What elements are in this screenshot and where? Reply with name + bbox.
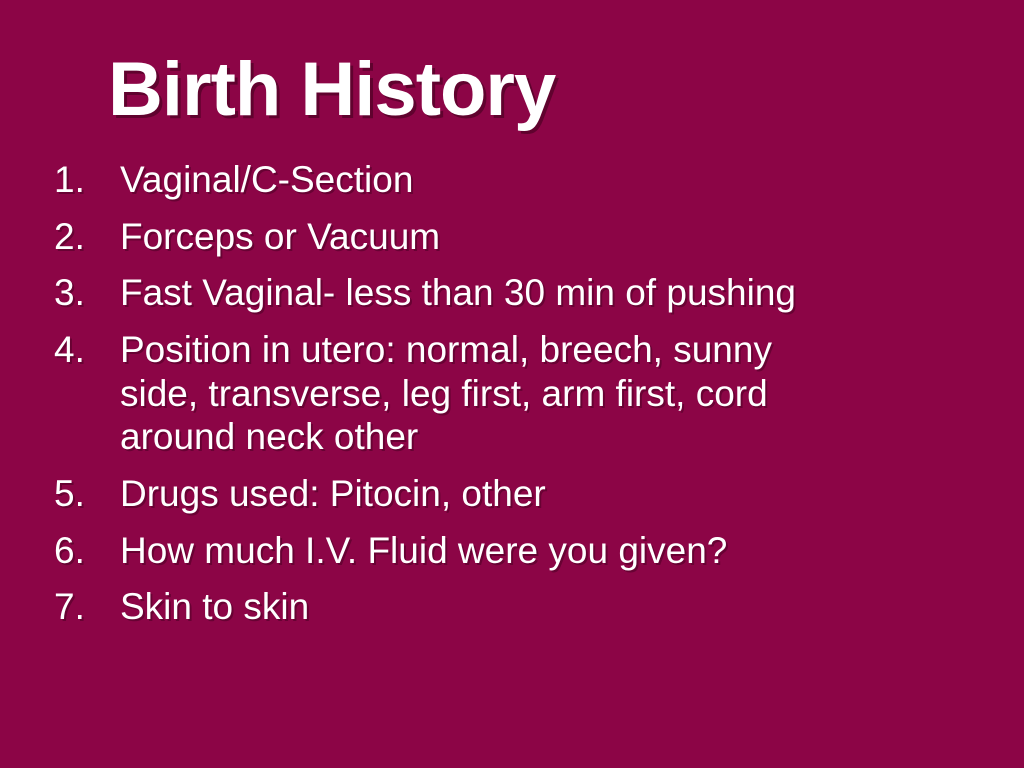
list-item-number: 7. — [54, 586, 85, 628]
list-item-number: 1. — [54, 159, 85, 200]
list-item — [48, 158, 978, 202]
list-item — [48, 472, 978, 516]
list-item — [48, 585, 978, 629]
list-item-text: Forceps or Vacuum — [120, 215, 441, 257]
list-item — [48, 328, 978, 459]
list-item-number: 3. — [54, 272, 85, 314]
list-item-number: 6. — [54, 529, 85, 571]
list-item-text: Fast Vaginal- less than 30 min of pushing — [120, 272, 796, 314]
list-item-number: 5. — [54, 472, 85, 514]
list-item — [48, 271, 978, 315]
list-item-text: Position in utero: normal, breech, sunny side, transverse, leg first, arm first, cord around neck other — [120, 328, 772, 458]
page-title: Birth History — [108, 47, 556, 132]
list-item-text: How much I.V. Fluid were you given? — [120, 529, 728, 571]
numbered-list — [48, 158, 978, 642]
list-item-text: Drugs used: Pitocin, other — [120, 472, 546, 514]
list-item-number: 2. — [54, 215, 85, 257]
list-item-number: 4. — [54, 328, 85, 370]
list-item — [48, 529, 978, 573]
list-item-text: Skin to skin — [120, 586, 310, 628]
list-item — [48, 215, 978, 259]
list-item-text: Vaginal/C-Section — [120, 159, 414, 200]
